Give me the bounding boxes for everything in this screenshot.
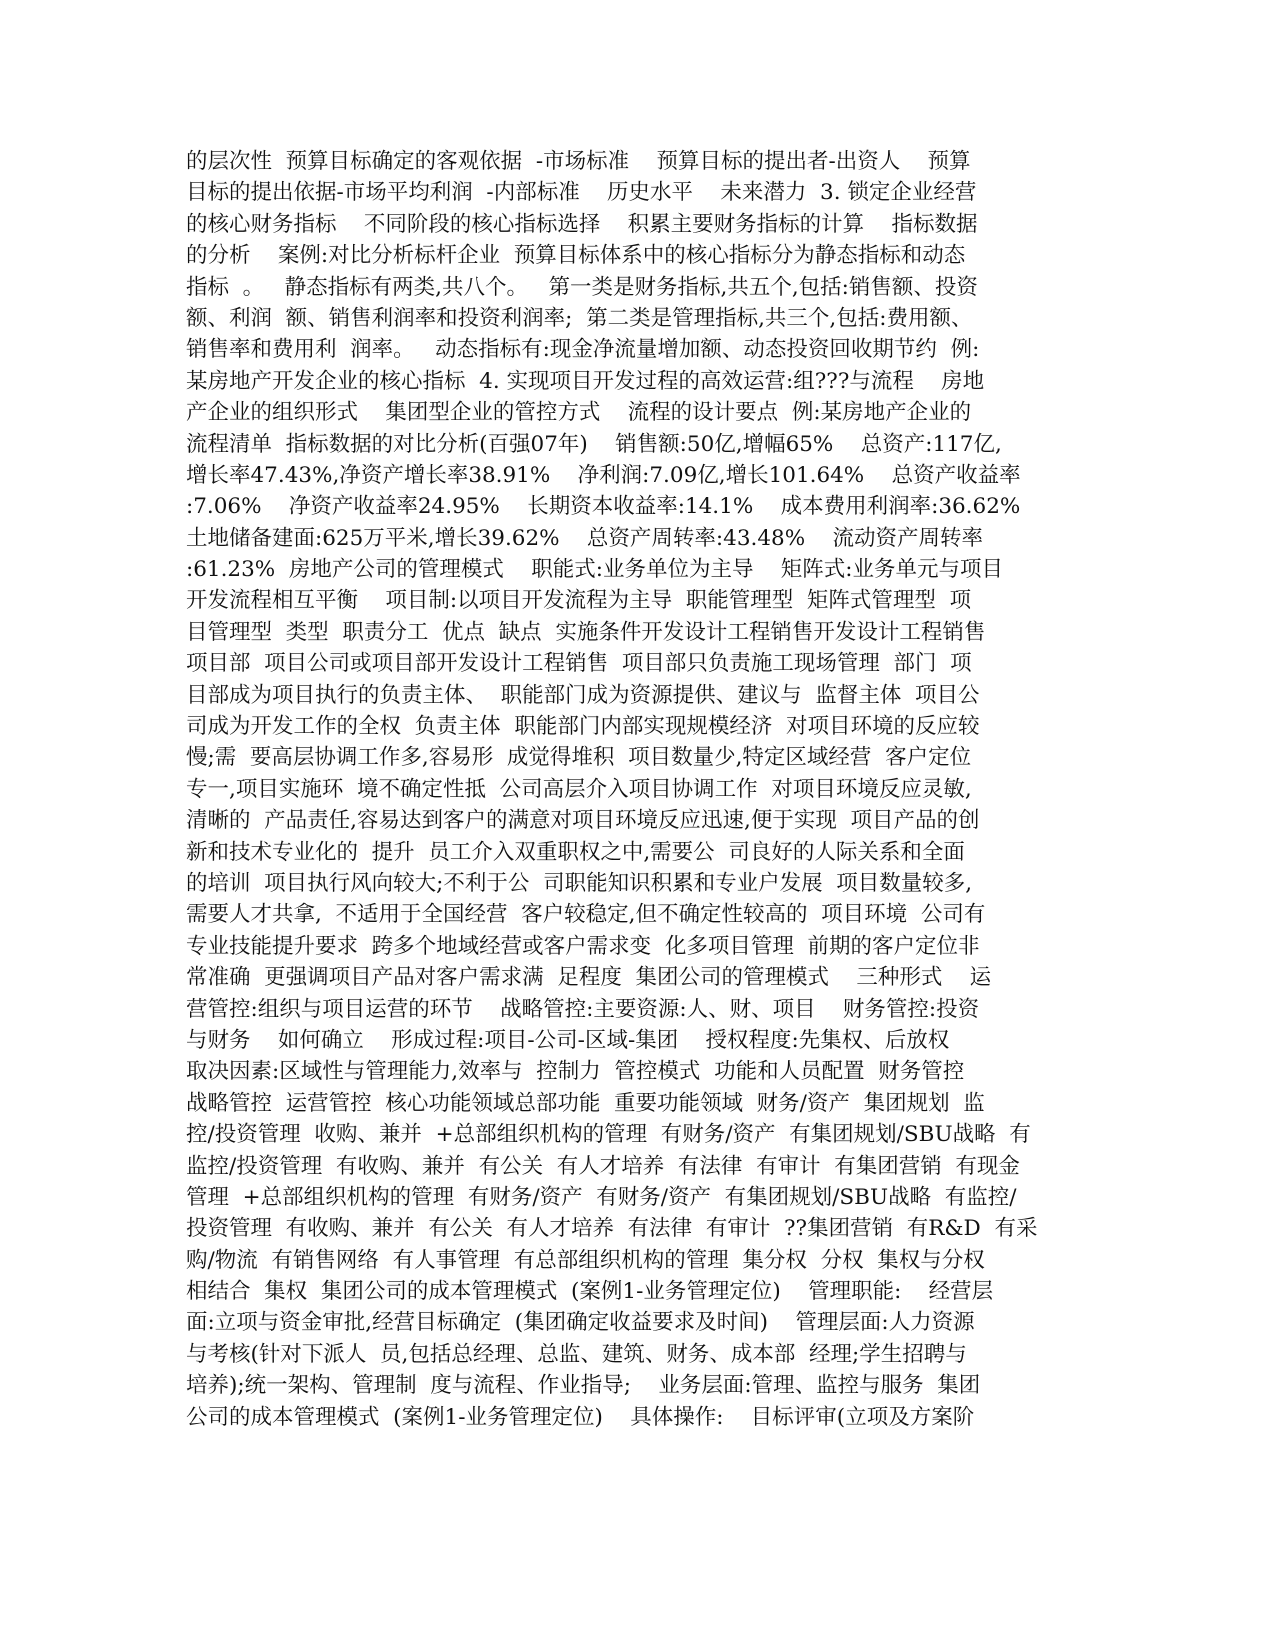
text-line: 的核心财务指标 不同阶段的核心指标选择 积累主要财务指标的计算 指标数据 — [186, 211, 978, 237]
text-line: 目部成为项目执行的负责主体、 职能部门成为资源提供、建议与 监督主体 项目公 — [186, 682, 980, 708]
text-line: 取决因素:区域性与管理能力,效率与 控制力 管控模式 功能和人员配置 财务管控 — [186, 1059, 965, 1085]
text-line: 某房地产开发企业的核心指标 4. 实现项目开发过程的高效运营:组???与流程 房地 — [186, 368, 985, 394]
text-line: 土地储备建面:625万平米,增长39.62% 总资产周转率:43.48% 流动资产周转率 — [186, 525, 983, 551]
text-line: 指标 。 静态指标有两类,共八个。 第一类是财务指标,共五个,包括:销售额、投资 — [186, 274, 978, 300]
body-text — [186, 146, 1086, 1433]
text-line: 投资管理 有收购、兼并 有公关 有人才培养 有法律 有审计 ??集团营销 有R&D 有采 — [186, 1216, 1038, 1242]
text-line: 管理 +总部组织机构的管理 有财务/资产 有财务/资产 有集团规划/SBU战略 有监控/ — [186, 1184, 1017, 1210]
text-line: 的培训 项目执行风向较大;不利于公 司职能知识积累和专业户发展 项目数量较多, — [186, 870, 973, 896]
text-line: 目管理型 类型 职责分工 优点 缺点 实施条件开发设计工程销售开发设计工程销售 — [186, 619, 986, 645]
text-line: 流程清单 指标数据的对比分析(百强07年) 销售额:50亿,增幅65% 总资产:117亿, — [186, 431, 1002, 457]
text-line: 司成为开发工作的全权 负责主体 职能部门内部实现规模经济 对项目环境的反应较 — [186, 714, 980, 740]
text-line: 新和技术专业化的 提升 员工介入双重职权之中,需要公 司良好的人际关系和全面 — [186, 839, 965, 865]
text-line: 的分析 案例:对比分析标杆企业 预算目标体系中的核心指标分为静态指标和动态 — [186, 243, 966, 269]
text-line: 购/物流 有销售网络 有人事管理 有总部组织机构的管理 集分权 分权 集权与分权 — [186, 1247, 985, 1273]
text-line: 培养);统一架构、管理制 度与流程、作业指导; 业务层面:管理、监控与服务 集团 — [186, 1373, 981, 1399]
text-line: 销售率和费用利 润率。 动态指标有:现金净流量增加额、动态投资回收期节约 例: — [186, 337, 980, 363]
text-line: 额、利润 额、销售利润率和投资利润率; 第二类是管理指标,共三个,包括:费用额、 — [186, 305, 973, 331]
text-line: 控/投资管理 收购、兼并 +总部组织机构的管理 有财务/资产 有集团规划/SBU战略 有 — [186, 1122, 1031, 1148]
text-line: 面:立项与资金审批,经营目标确定 (集团确定收益要求及时间) 管理层面:人力资源 — [186, 1310, 975, 1336]
text-line: 慢;需 要高层协调工作多,容易形 成觉得堆积 项目数量少,特定区域经营 客户定位 — [186, 745, 972, 771]
text-line: 的层次性 预算目标确定的客观依据 -市场标准 预算目标的提出者-出资人 预算 — [186, 149, 971, 174]
text-line: 战略管控 运营管控 核心功能领域总部功能 重要功能领域 财务/资产 集团规划 监 — [186, 1090, 985, 1116]
text-line: 项目部 项目公司或项目部开发设计工程销售 项目部只负责施工现场管理 部门 项 — [186, 651, 972, 677]
text-line: 监控/投资管理 有收购、兼并 有公关 有人才培养 有法律 有审计 有集团营销 有现金 — [186, 1153, 1020, 1179]
text-line: 目标的提出依据-市场平均利润 -内部标准 历史水平 未来潜力 3. 锁定企业经营 — [186, 180, 977, 206]
text-line: 专一,项目实施环 境不确定性抵 公司高层介入项目协调工作 对项目环境反应灵敏, — [186, 776, 972, 802]
text-line: 与财务 如何确立 形成过程:项目-公司-区域-集团 授权程度:先集权、后放权 — [186, 1027, 950, 1053]
text-line: 需要人才共拿, 不适用于全国经营 客户较稳定,但不确定性较高的 项目环境 公司有 — [186, 902, 986, 928]
text-line: 产企业的组织形式 集团型企业的管控方式 流程的设计要点 例:某房地产企业的 — [186, 400, 972, 426]
text-line: 公司的成本管理模式 (案例1-业务管理定位) 具体操作: 目标评审(立项及方案阶 — [186, 1404, 975, 1430]
text-line: :61.23% 房地产公司的管理模式 职能式:业务单位为主导 矩阵式:业务单元与项目 — [186, 557, 1004, 583]
text-line: 营管控:组织与项目运营的环节 战略管控:主要资源:人、财、项目 财务管控:投资 — [186, 996, 980, 1022]
text-line: 清晰的 产品责任,容易达到客户的满意对项目环境反应迅速,便于实现 项目产品的创 — [186, 808, 980, 834]
text-line: 开发流程相互平衡 项目制:以项目开发流程为主导 职能管理型 矩阵式管理型 项 — [186, 588, 972, 614]
text-line: 增长率47.43%,净资产增长率38.91% 净利润:7.09亿,增长101.64% 总资产收益率 — [186, 462, 1021, 488]
text-line: :7.06% 净资产收益率24.95% 长期资本收益率:14.1% 成本费用利润率:36.62% — [186, 494, 1021, 520]
text-line: 相结合 集权 集团公司的成本管理模式 (案例1-业务管理定位) 管理职能: 经营层 — [186, 1279, 994, 1305]
text-line: 常准确 更强调项目产品对客户需求满 足程度 集团公司的管理模式 三种形式 运 — [186, 965, 992, 991]
text-line: 专业技能提升要求 跨多个地域经营或客户需求变 化多项目管理 前期的客户定位非 — [186, 933, 980, 959]
text-line: 与考核(针对下派人 员,包括总经理、总监、建筑、财务、成本部 经理;学生招聘与 — [186, 1341, 967, 1367]
